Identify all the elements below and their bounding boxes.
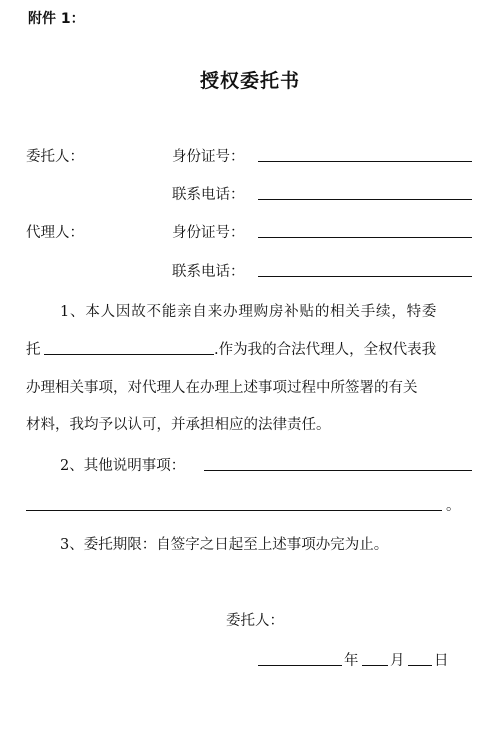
clause1-line4: 材料，我均予以认可，并承担相应的法律责任。 <box>26 417 331 433</box>
agent-id-label: 身份证号： <box>172 225 245 241</box>
principal-phone-field[interactable] <box>258 199 472 200</box>
clause2-field-line1[interactable] <box>204 470 472 471</box>
clause1-line3: 办理相关事项，对代理人在办理上述事项过程中所签署的有关 <box>26 380 418 396</box>
page-title: 授权委托书 <box>199 70 300 92</box>
clause2-label: 2、其他说明事项： <box>60 458 186 474</box>
attachment-label: 附件 1： <box>28 11 85 27</box>
signature-year-field[interactable] <box>258 665 342 666</box>
principal-phone-label: 联系电话： <box>172 187 245 203</box>
clause3-text: 3、委托期限：自签字之日起至上述事项办完为止。 <box>60 537 389 553</box>
clause2-field-line2[interactable] <box>26 510 442 511</box>
agent-name-field[interactable] <box>44 354 214 355</box>
principal-role-label: 委托人： <box>26 149 84 165</box>
signature-month-label: 月 <box>390 653 405 669</box>
principal-id-field[interactable] <box>258 161 472 162</box>
principal-id-label: 身份证号： <box>172 149 245 165</box>
signature-day-field[interactable] <box>408 665 432 666</box>
agent-phone-field[interactable] <box>258 276 472 277</box>
agent-role-label: 代理人： <box>26 225 84 241</box>
signature-label: 委托人： <box>226 613 284 629</box>
signature-year-label: 年 <box>344 653 359 669</box>
signature-month-field[interactable] <box>362 665 388 666</box>
agent-phone-label: 联系电话： <box>172 264 245 280</box>
agent-id-field[interactable] <box>258 237 472 238</box>
clause2-end-mark: 。 <box>446 498 461 514</box>
clause1-line1: 1、本人因故不能亲自来办理购房补贴的相关手续，特委 <box>60 304 438 320</box>
clause1-line2-prefix: 托 <box>26 342 41 358</box>
signature-day-label: 日 <box>434 653 449 669</box>
clause1-line2-suffix: .作为我的合法代理人，全权代表我 <box>214 342 437 358</box>
